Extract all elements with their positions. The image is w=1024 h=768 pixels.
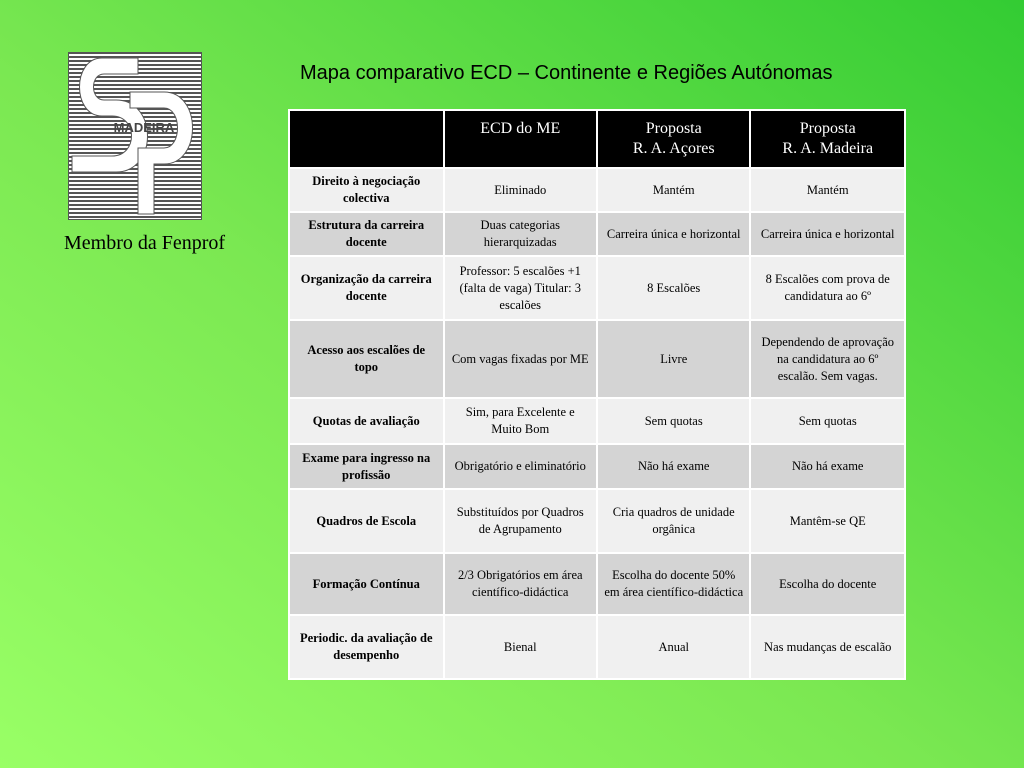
table-cell: Duas categorias hierarquizadas bbox=[445, 213, 596, 255]
page-title: Mapa comparativo ECD – Continente e Regiões Autónomas bbox=[300, 62, 833, 84]
table-cell: Anual bbox=[598, 616, 749, 678]
table-cell: Substituídos por Quadros de Agrupamento bbox=[445, 490, 596, 552]
table-cell: Mantém bbox=[751, 169, 904, 211]
member-label: Membro da Fenprof bbox=[64, 232, 226, 254]
table-cell: Livre bbox=[598, 321, 749, 397]
table-cell: 8 Escalões bbox=[598, 257, 749, 319]
table-row bbox=[290, 321, 904, 397]
sp-madeira-logo bbox=[68, 52, 202, 220]
row-header-cell: Formação Contínua bbox=[290, 554, 443, 614]
row-header-cell: Exame para ingresso na profissão bbox=[290, 445, 443, 488]
table-cell: Mantém bbox=[598, 169, 749, 211]
row-header-cell: Periodic. da avaliação de desempenho bbox=[290, 616, 443, 678]
table-cell: Sem quotas bbox=[751, 399, 904, 443]
table-row bbox=[290, 445, 904, 488]
row-header-cell: Quotas de avaliação bbox=[290, 399, 443, 443]
table-cell: Nas mudanças de escalão bbox=[751, 616, 904, 678]
table-cell: Cria quadros de unidade orgânica bbox=[598, 490, 749, 552]
table-cell: Escolha do docente bbox=[751, 554, 904, 614]
table-row bbox=[290, 490, 904, 552]
column-header: ECD do ME bbox=[445, 111, 596, 167]
table-cell: Com vagas fixadas por ME bbox=[445, 321, 596, 397]
comparison-table bbox=[288, 109, 906, 680]
table-cell: Mantêm-se QE bbox=[751, 490, 904, 552]
table-cell: Não há exame bbox=[751, 445, 904, 488]
row-header-cell: Direito à negociação colectiva bbox=[290, 169, 443, 211]
table-row bbox=[290, 554, 904, 614]
row-header-cell: Estrutura da carreira docente bbox=[290, 213, 443, 255]
column-header bbox=[290, 111, 443, 167]
table-cell: Escolha do docente 50% em área científico-didáctica bbox=[598, 554, 749, 614]
table-cell: Obrigatório e eliminatório bbox=[445, 445, 596, 488]
table-cell: Bienal bbox=[445, 616, 596, 678]
table-cell: Não há exame bbox=[598, 445, 749, 488]
row-header-cell: Organização da carreira docente bbox=[290, 257, 443, 319]
table-row bbox=[290, 169, 904, 211]
table-header-row bbox=[290, 111, 904, 167]
table-cell: Professor: 5 escalões +1 (falta de vaga) Titular: 3 escalões bbox=[445, 257, 596, 319]
row-header-cell: Acesso aos escalões de topo bbox=[290, 321, 443, 397]
table-cell: 8 Escalões com prova de candidatura ao 6º bbox=[751, 257, 904, 319]
table-cell: Carreira única e horizontal bbox=[751, 213, 904, 255]
table-cell: 2/3 Obrigatórios em área científico-didáctica bbox=[445, 554, 596, 614]
table-cell: Dependendo de aprovação na candidatura ao 6º escalão. Sem vagas. bbox=[751, 321, 904, 397]
column-header: Proposta R. A. Madeira bbox=[751, 111, 904, 167]
table-cell: Eliminado bbox=[445, 169, 596, 211]
table-row bbox=[290, 399, 904, 443]
table-cell: Carreira única e horizontal bbox=[598, 213, 749, 255]
column-header: Proposta R. A. Açores bbox=[598, 111, 749, 167]
table-cell: Sem quotas bbox=[598, 399, 749, 443]
logo-text: MADEIRA bbox=[113, 120, 175, 135]
table-row bbox=[290, 616, 904, 678]
row-header-cell: Quadros de Escola bbox=[290, 490, 443, 552]
table-cell: Sim, para Excelente e Muito Bom bbox=[445, 399, 596, 443]
table-row bbox=[290, 257, 904, 319]
table-row bbox=[290, 213, 904, 255]
